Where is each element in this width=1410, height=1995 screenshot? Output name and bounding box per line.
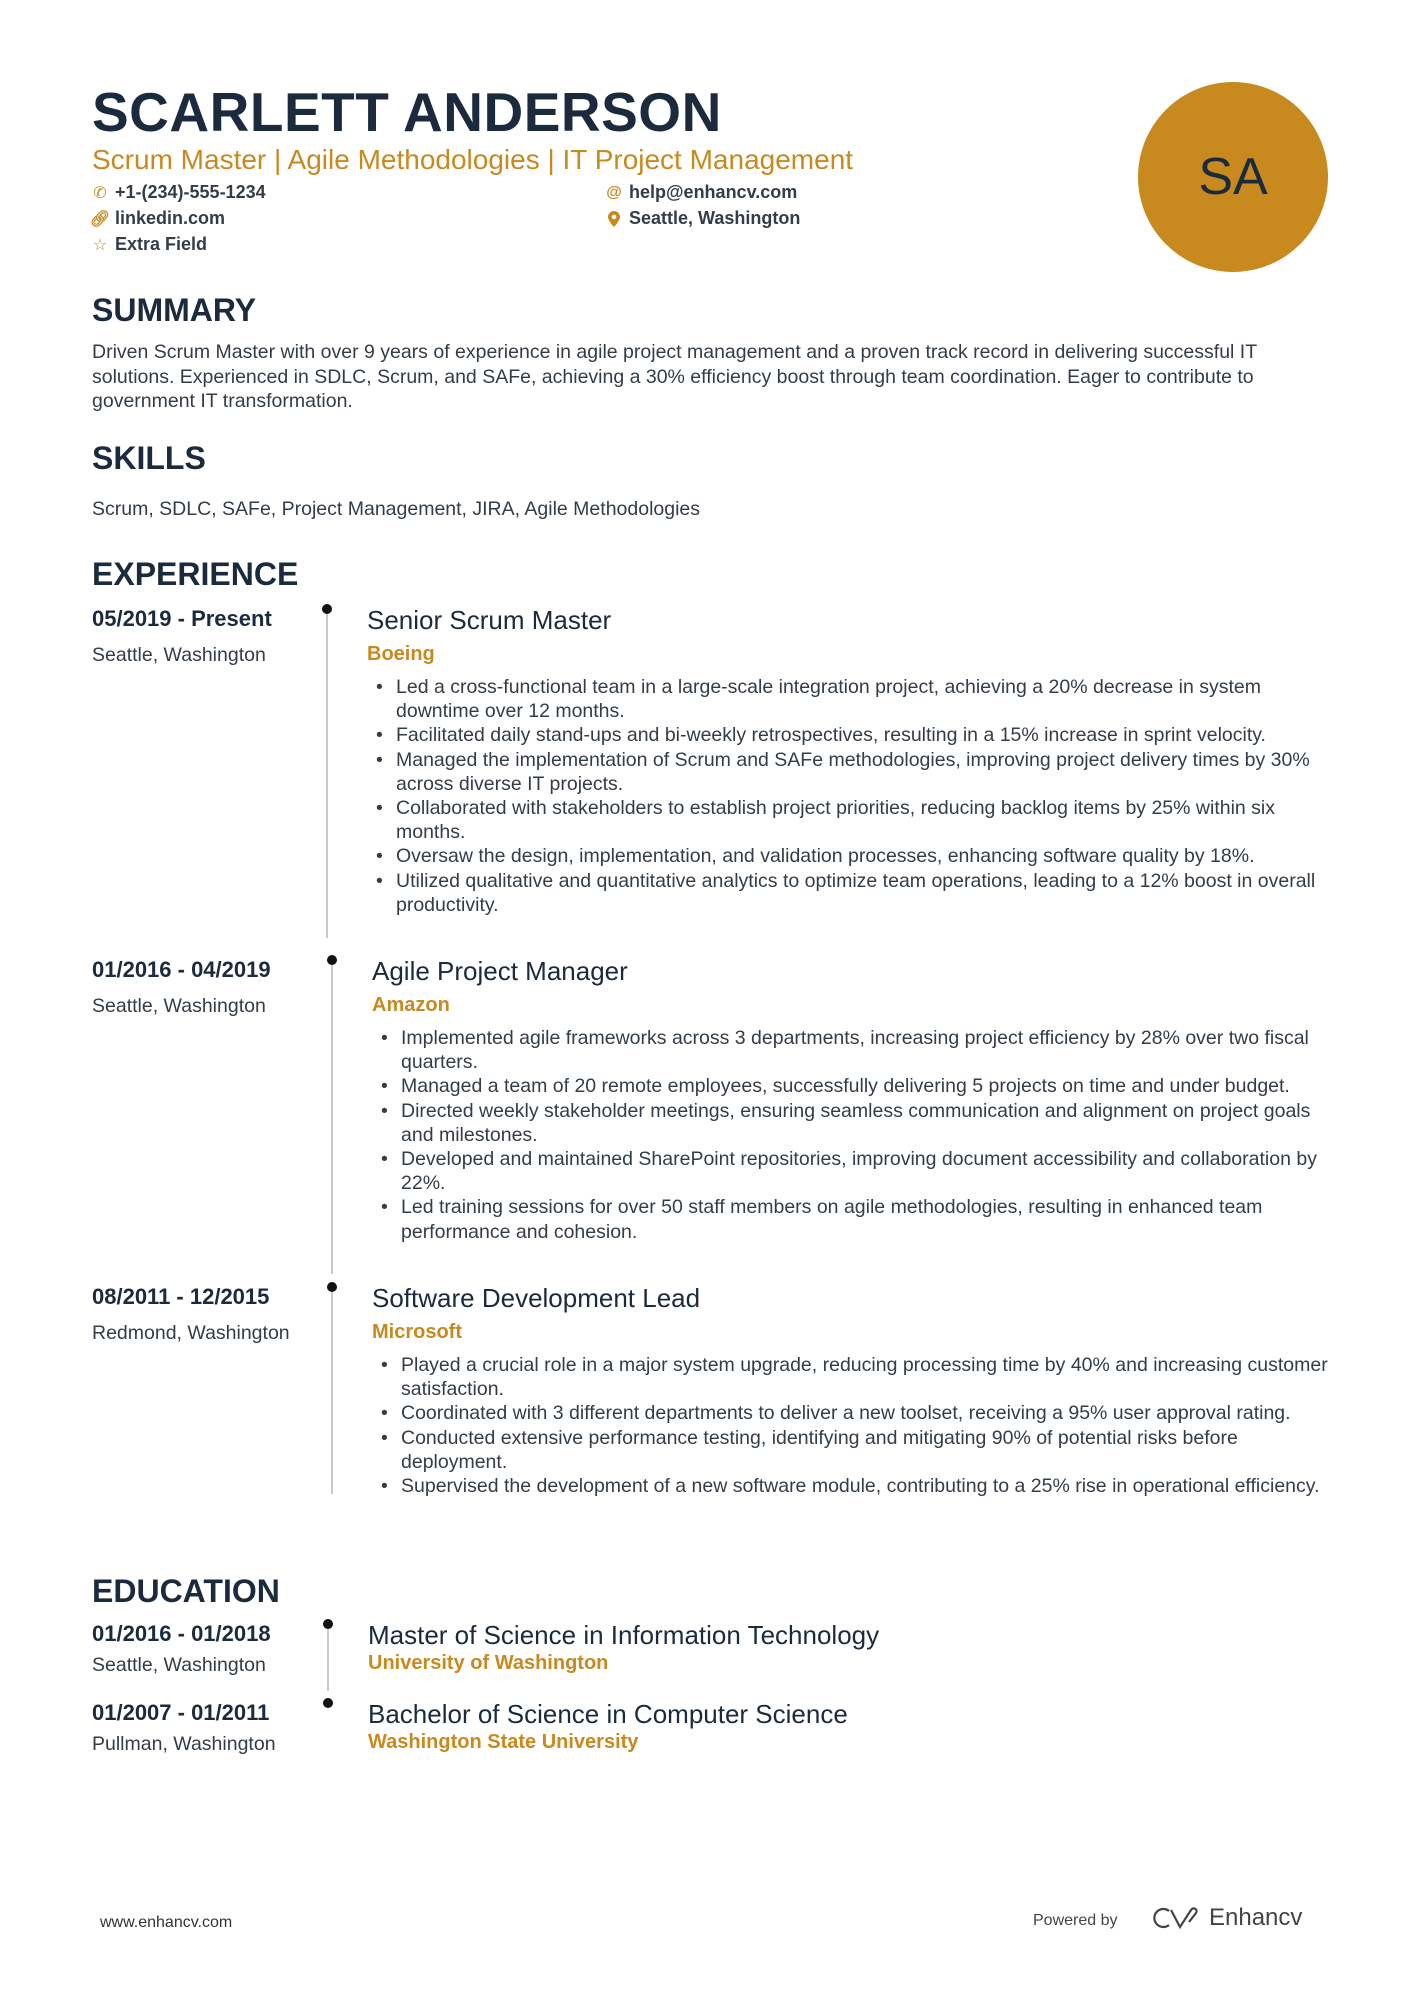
achievement-bullet: • Led training sessions for over 50 staff members on agile methodologies, resulting in enhanced team performance and cohesion. xyxy=(379,1195,1329,1243)
achievement-bullet: • Managed a team of 20 remote employees, successfully delivering 5 projects on time and under budget. xyxy=(379,1074,1329,1098)
footer-url[interactable]: www.enhancv.com xyxy=(100,1914,233,1931)
school-name: Washington State University xyxy=(368,1731,639,1753)
timeline-line xyxy=(326,608,328,938)
timeline-dot xyxy=(322,604,332,614)
job-title: Agile Project Manager xyxy=(372,956,628,986)
company-name: Amazon xyxy=(372,994,450,1016)
entry-location: Pullman, Washington xyxy=(92,1733,276,1755)
company-name: Microsoft xyxy=(372,1321,462,1343)
achievement-list xyxy=(379,1353,1329,1498)
achievement-list xyxy=(379,1026,1329,1244)
timeline-line xyxy=(327,1623,329,1691)
achievement-bullet: • Led a cross-functional team in a large-scale integration project, achieving a 20% decrease in system downtime over 12 months. xyxy=(374,675,1324,723)
timeline-dot xyxy=(327,955,337,965)
location-pin-icon xyxy=(606,211,622,227)
school-name: University of Washington xyxy=(368,1652,609,1674)
achievement-bullet: • Implemented agile frameworks across 3 departments, increasing project efficiency by 28% over two fiscal quarters. xyxy=(379,1026,1329,1074)
timeline-dot xyxy=(323,1619,333,1629)
powered-by: Powered by xyxy=(1033,1912,1118,1929)
degree: Master of Science in Information Technology xyxy=(368,1620,880,1650)
enhancv-logo xyxy=(1153,1904,1302,1932)
job-title: Senior Scrum Master xyxy=(367,605,612,635)
entry-location: Seattle, Washington xyxy=(92,995,266,1017)
timeline-dot xyxy=(323,1698,333,1708)
entry-date: 01/2007 - 01/2011 xyxy=(92,1700,270,1725)
experience-heading: EXPERIENCE xyxy=(92,556,299,592)
extra-text: Extra Field xyxy=(115,234,208,254)
summary-heading: SUMMARY xyxy=(92,292,257,328)
contact-email[interactable] xyxy=(606,182,797,203)
education-heading: EDUCATION xyxy=(92,1573,280,1609)
link-icon: 🔗︎ xyxy=(89,210,111,228)
achievement-bullet: • Facilitated daily stand-ups and bi-weekly retrospectives, resulting in a 15% increase in sprint velocity. xyxy=(374,723,1324,747)
timeline-line xyxy=(331,959,333,1274)
timeline-dot xyxy=(327,1282,337,1292)
phone-text: +1-(234)-555-1234 xyxy=(115,182,266,202)
achievement-bullet: • Developed and maintained SharePoint repositories, improving document accessibility and collaboration by 22%. xyxy=(379,1147,1329,1195)
achievement-bullet: • Supervised the development of a new software module, contributing to a 25% rise in operational efficiency. xyxy=(379,1474,1329,1498)
avatar: SA xyxy=(1138,82,1328,272)
entry-location: Seattle, Washington xyxy=(92,1654,266,1676)
achievement-bullet: • Collaborated with stakeholders to establish project priorities, reducing backlog items by 25% within six months. xyxy=(374,796,1324,844)
skills-heading: SKILLS xyxy=(92,440,206,476)
location-text: Seattle, Washington xyxy=(629,208,801,228)
entry-location: Redmond, Washington xyxy=(92,1322,290,1344)
contact-extra xyxy=(92,234,207,255)
contact-location xyxy=(606,208,800,229)
achievement-list xyxy=(374,675,1324,917)
entry-date: 01/2016 - 01/2018 xyxy=(92,1621,271,1646)
brand-name: Enhancv xyxy=(1209,1904,1303,1931)
contact-phone xyxy=(92,182,266,203)
timeline-line xyxy=(331,1286,333,1494)
skills-text: Scrum, SDLC, SAFe, Project Management, JIRA, Agile Methodologies xyxy=(92,498,701,520)
phone-icon: ✆ xyxy=(93,184,107,202)
at-icon: @ xyxy=(606,183,622,201)
entry-date: 05/2019 - Present xyxy=(92,606,272,631)
entry-date: 01/2016 - 04/2019 xyxy=(92,957,271,982)
company-name: Boeing xyxy=(367,643,435,665)
achievement-bullet: • Oversaw the design, implementation, and validation processes, enhancing software quality by 18%. xyxy=(374,844,1324,868)
achievement-bullet: • Utilized qualitative and quantitative analytics to optimize team operations, leading to a 12% boost in overall productivity. xyxy=(374,869,1324,917)
achievement-bullet: • Managed the implementation of Scrum and SAFe methodologies, improving project delivery times by 30% across diverse IT projects. xyxy=(374,748,1324,796)
achievement-bullet: • Coordinated with 3 different departments to deliver a new toolset, receiving a 95% user approval rating. xyxy=(379,1401,1329,1425)
enhancv-logo-icon xyxy=(1153,1906,1199,1930)
entry-date: 08/2011 - 12/2015 xyxy=(92,1284,270,1309)
achievement-bullet: • Played a crucial role in a major system upgrade, reducing processing time by 40% and increasing customer satisfaction. xyxy=(379,1353,1329,1401)
summary-text: Driven Scrum Master with over 9 years of experience in agile project management and a proven track record in delivering successful IT solutions. Experienced in SDLC, Scrum, and SAFe, achieving a 30% efficiency boost through team coordination. Eager to contribute to government IT transformation. xyxy=(92,341,1257,412)
achievement-bullet: • Conducted extensive performance testing, identifying and mitigating 90% of potential risks before deployment. xyxy=(379,1426,1329,1474)
achievement-bullet: • Directed weekly stakeholder meetings, ensuring seamless communication and alignment on project goals and milestones. xyxy=(379,1099,1329,1147)
email-link[interactable]: help@enhancv.com xyxy=(629,182,798,202)
star-icon: ☆ xyxy=(92,236,108,254)
contact-website[interactable] xyxy=(89,208,226,229)
website-link[interactable]: linkedin.com xyxy=(115,208,226,228)
job-title: Software Development Lead xyxy=(372,1283,701,1313)
candidate-name: SCARLETT ANDERSON xyxy=(92,81,722,143)
candidate-title: Scrum Master | Agile Methodologies | IT Project Management xyxy=(92,144,854,175)
entry-location: Seattle, Washington xyxy=(92,644,266,666)
degree: Bachelor of Science in Computer Science xyxy=(368,1699,848,1729)
